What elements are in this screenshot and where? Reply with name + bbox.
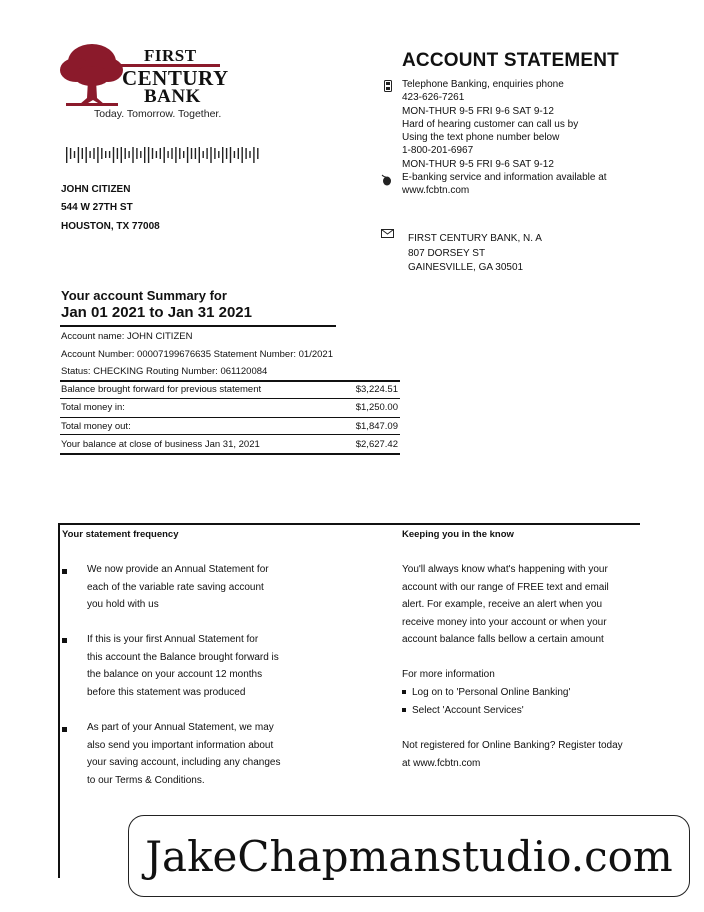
bullet-line: the balance on your account 12 months — [87, 669, 263, 681]
barcode-bar — [249, 151, 250, 158]
bullet-line: each of the variable rate saving account — [87, 581, 264, 593]
customer-name: JOHN CITIZEN — [61, 184, 131, 195]
bank-address-line: GAINESVILLE, GA 30501 — [408, 262, 524, 273]
summary-row — [61, 421, 398, 432]
bullet-line: your saving account, including any changes — [87, 757, 281, 769]
barcode-bar — [206, 148, 207, 159]
summary-period: Jan 01 2021 to Jan 31 2021 — [61, 304, 252, 321]
barcode-bar — [195, 148, 196, 159]
barcode-bar — [199, 147, 200, 163]
frequency-heading: Your statement frequency — [62, 529, 179, 540]
contact-info — [402, 78, 642, 198]
barcode-bar — [148, 147, 149, 163]
table-bottom-rule — [60, 453, 400, 455]
bullet-icon — [402, 690, 406, 694]
barcode-bar — [218, 151, 219, 158]
barcode-bar — [156, 151, 157, 158]
row-label: Total money in: — [61, 402, 125, 413]
barcode-bar — [132, 147, 133, 163]
more-info-label: Select 'Account Services' — [412, 705, 524, 716]
row-value: $1,250.00 — [355, 402, 398, 413]
barcode-bar — [214, 148, 215, 159]
bullet-line: If this is your first Annual Statement for — [87, 634, 259, 645]
contact-line: MON-THUR 9-5 FRI 9-6 SAT 9-12 — [402, 158, 554, 170]
frequency-bullet — [87, 631, 279, 701]
barcode-bar — [191, 148, 192, 159]
barcode-bar — [230, 147, 231, 163]
table-rule — [60, 417, 400, 418]
barcode-bar — [238, 148, 239, 159]
barcode-bar — [187, 147, 188, 163]
barcode-bar — [140, 151, 141, 158]
barcode-bar — [70, 148, 71, 159]
bullet-line: before this statement was produced — [87, 686, 246, 698]
know-paragraph — [402, 561, 609, 649]
contact-line: MON-THUR 9-5 FRI 9-6 SAT 9-12 — [402, 105, 554, 117]
barcode-bar — [105, 151, 106, 158]
bullet-icon — [402, 708, 406, 712]
know-line: account with our range of FREE text and email — [402, 581, 609, 593]
bank-address-line: 807 DORSEY ST — [408, 247, 486, 259]
bullet-icon — [62, 638, 67, 643]
barcode-bar — [109, 151, 110, 158]
watermark-banner: JakeChapmanstudio.com — [128, 815, 690, 897]
bullet-icon — [62, 569, 67, 574]
section-left-rule — [58, 523, 60, 878]
know-line: receive money into your account or when your — [402, 616, 607, 628]
customer-street: 544 W 27TH ST — [61, 202, 133, 213]
bank-tagline: Today. Tomorrow. Together. — [94, 108, 222, 120]
barcode-bar — [97, 147, 98, 163]
frequency-bullet — [87, 561, 269, 614]
barcode-bar — [89, 151, 90, 158]
contact-line: 1-800-201-6967 — [402, 145, 474, 157]
row-value: $2,627.42 — [355, 439, 398, 450]
table-rule — [60, 398, 400, 399]
barcode-bar — [128, 151, 129, 158]
bullet-line: this account the Balance brought forward is — [87, 651, 279, 663]
barcode-bar — [226, 148, 227, 159]
register-text — [402, 737, 623, 772]
account-name: Account name: JOHN CITIZEN — [61, 331, 193, 342]
know-line: account balance falls bellow a certain amount — [402, 634, 604, 646]
table-top-rule — [60, 380, 400, 382]
bank-logo — [58, 40, 228, 130]
barcode-bar — [82, 148, 83, 159]
tree-icon — [58, 40, 128, 110]
row-value: $3,224.51 — [355, 384, 398, 395]
contact-line: 423-626-7261 — [402, 92, 465, 104]
row-value: $1,847.09 — [355, 421, 398, 432]
frequency-bullet — [87, 719, 280, 789]
summary-title: Your account Summary for — [61, 288, 227, 303]
register-line: Not registered for Online Banking? Register today — [402, 740, 623, 751]
know-heading: Keeping you in the know — [402, 529, 514, 540]
barcode-bar — [257, 148, 258, 159]
contact-line: Hard of hearing customer can call us by — [402, 118, 579, 130]
barcode-bar — [113, 147, 114, 163]
contact-line: Using the text phone number below — [402, 132, 560, 144]
barcode-bar — [144, 147, 145, 163]
barcode-bar — [117, 148, 118, 159]
bank-address — [408, 232, 542, 276]
barcode-bar — [242, 147, 243, 163]
mail-icon — [381, 229, 394, 238]
summary-row — [61, 402, 398, 413]
barcode-bar — [222, 147, 223, 163]
section-divider — [60, 523, 640, 525]
barcode-bar — [93, 148, 94, 159]
barcode-bar — [160, 148, 161, 159]
more-info-item[interactable] — [402, 684, 570, 702]
barcode-bar — [136, 148, 137, 159]
barcode-bar — [210, 147, 211, 163]
postal-barcode — [66, 146, 262, 164]
more-info-label: Log on to 'Personal Online Banking' — [412, 687, 571, 698]
bullet-line: you hold with us — [87, 599, 159, 611]
know-line: alert. For example, receive an alert when you — [402, 599, 603, 611]
barcode-bar — [101, 148, 102, 159]
barcode-bar — [167, 151, 168, 158]
bank-address-line: FIRST CENTURY BANK, N. A — [408, 233, 542, 244]
row-label: Balance brought forward for previous statement — [61, 384, 262, 395]
barcode-bar — [234, 151, 235, 158]
mouse-icon — [381, 174, 392, 186]
barcode-bar — [121, 147, 122, 163]
summary-row — [61, 439, 398, 450]
barcode-bar — [125, 148, 126, 159]
summary-divider — [60, 325, 336, 327]
register-link[interactable]: at www.fcbtn.com — [402, 757, 481, 769]
row-label: Total money out: — [61, 421, 131, 432]
customer-city: HOUSTON, TX 77008 — [61, 221, 160, 232]
barcode-bar — [245, 148, 246, 159]
row-label: Your balance at close of business Jan 31, 2021 — [61, 439, 260, 450]
contact-link[interactable]: www.fcbtn.com — [402, 185, 470, 197]
barcode-bar — [183, 151, 184, 158]
barcode-bar — [78, 147, 79, 163]
account-status: Status: CHECKING Routing Number: 061120084 — [61, 366, 268, 377]
more-info-item[interactable] — [402, 702, 524, 720]
logo-text-first: FIRST — [144, 46, 197, 65]
barcode-bar — [164, 147, 165, 163]
summary-row — [61, 384, 398, 395]
contact-line: Telephone Banking, enquiries phone — [402, 79, 564, 90]
phone-icon — [384, 80, 392, 92]
barcode-bar — [253, 147, 254, 163]
barcode-bar — [171, 148, 172, 159]
barcode-bar — [66, 147, 67, 163]
page-title: ACCOUNT STATEMENT — [402, 50, 619, 71]
logo-text-bank: BANK — [144, 86, 201, 107]
table-rule — [60, 434, 400, 435]
contact-line: E-banking service and information available at — [402, 172, 607, 184]
bullet-line: We now provide an Annual Statement for — [87, 564, 269, 575]
barcode-bar — [74, 151, 75, 158]
barcode-bar — [203, 151, 204, 158]
know-line: You'll always know what's happening with your — [402, 564, 608, 575]
barcode-bar — [152, 148, 153, 159]
more-info-heading: For more information — [402, 669, 495, 680]
bullet-line: also send you important information about — [87, 739, 274, 751]
barcode-bar — [86, 147, 87, 163]
barcode-bar — [179, 148, 180, 159]
bullet-line: to our Terms & Conditions. — [87, 774, 205, 786]
logo-text-century: CENTURY — [122, 66, 229, 90]
bullet-line: As part of your Annual Statement, we may — [87, 722, 274, 733]
barcode-bar — [175, 147, 176, 163]
account-number: Account Number: 00007199676635 Statement Number: 01/2021 — [61, 349, 333, 360]
bullet-icon — [62, 727, 67, 732]
